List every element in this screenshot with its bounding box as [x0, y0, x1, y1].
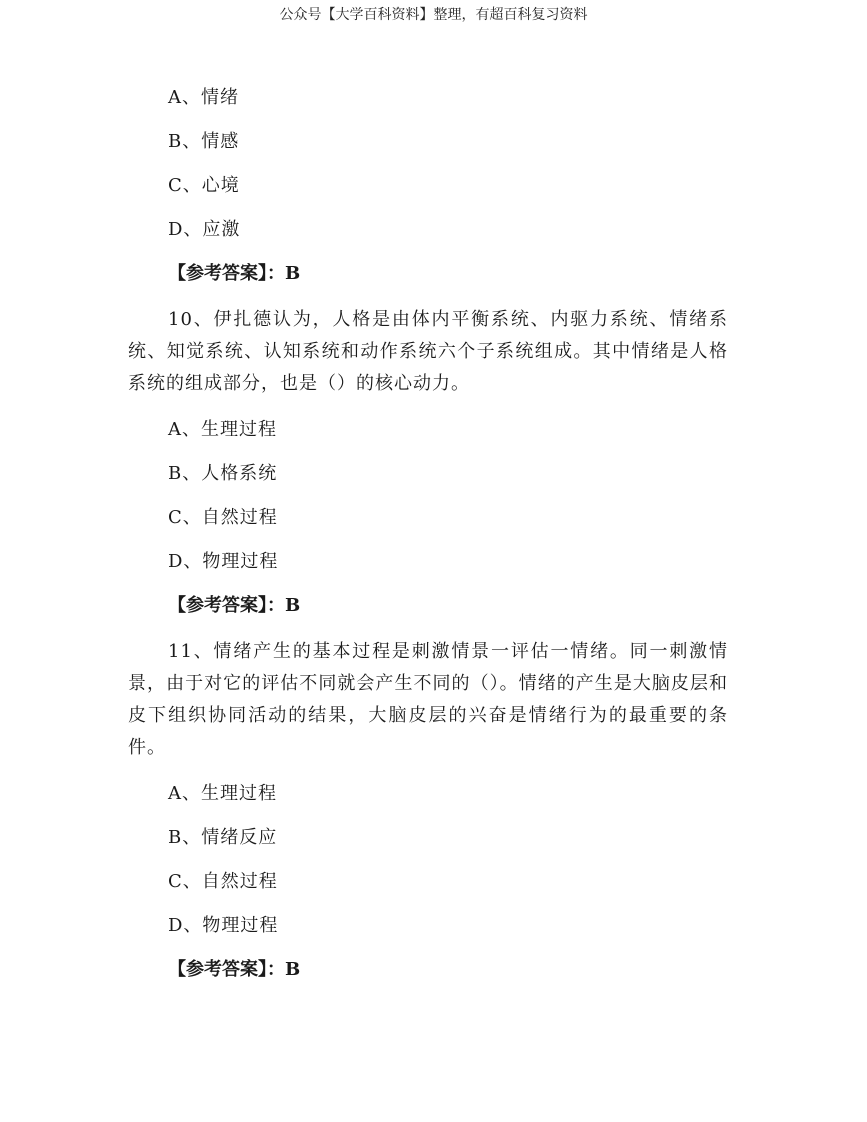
q11-answer	[168, 956, 728, 984]
prev-answer-label: 【参考答案】：	[168, 263, 285, 284]
prev-option-d: D、应激	[168, 219, 241, 240]
q10-answer-value: B	[285, 595, 301, 616]
question-11-text: 11、情绪产生的基本过程是刺激情景一评估一情绪。同一刺激情景，由于对它的评估不同就会产生不同的（）。情绪的产生是大脑皮层和皮下组织协同活动的结果，大脑皮层的兴奋是情绪行为的最重要的条件。	[128, 641, 728, 758]
q11-option-b: B、情绪反应	[168, 827, 278, 848]
page-header: 公众号【大学百科资料】整理，有超百科复习资料	[279, 7, 588, 23]
q10-answer-label: 【参考答案】：	[168, 595, 285, 616]
q10-option-a: A、生理过程	[168, 419, 277, 440]
q10-option-d: D、物理过程	[168, 551, 279, 572]
q10-answer	[168, 592, 728, 620]
q11-answer-label: 【参考答案】：	[168, 959, 285, 980]
question-10-text: 10、伊扎德认为，人格是由体内平衡系统、内驱力系统、情绪系统、知觉系统、认知系统和动作系统六个子系统组成。其中情绪是人格系统的组成部分，也是（）的核心动力。	[128, 309, 728, 394]
prev-option-c: C、心境	[168, 175, 240, 196]
prev-option-a: A、情绪	[168, 87, 239, 108]
q11-option-c: C、自然过程	[168, 871, 278, 892]
q11-option-a: A、生理过程	[168, 783, 277, 804]
prev-answer	[168, 260, 728, 288]
q11-option-d: D、物理过程	[168, 915, 279, 936]
document-body	[128, 84, 728, 1000]
prev-answer-value: B	[285, 263, 301, 284]
q10-option-b: B、人格系统	[168, 463, 278, 484]
q11-answer-value: B	[285, 959, 301, 980]
q10-option-c: C、自然过程	[168, 507, 278, 528]
prev-option-b: B、情感	[168, 131, 240, 152]
